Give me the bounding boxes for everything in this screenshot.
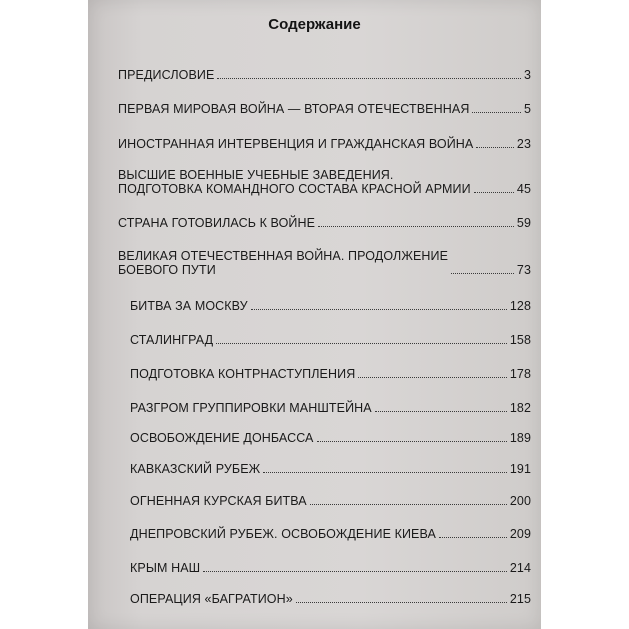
toc-entry-title: ВЫСШИЕ ВОЕННЫЕ УЧЕБНЫЕ ЗАВЕДЕНИЯ. ПОДГОТОВКА КОМАНДНОГО СОСТАВА КРАСНОЙ АРМИИ	[118, 168, 471, 196]
toc-entry-page: 200	[509, 494, 531, 508]
toc-entry[interactable]	[130, 592, 531, 606]
toc-entry[interactable]	[130, 527, 531, 541]
toc-entry[interactable]	[130, 561, 531, 575]
toc-entry[interactable]	[118, 68, 531, 82]
book-page	[88, 0, 541, 629]
toc-entry-title: СТАЛИНГРАД	[130, 333, 214, 347]
toc-entry[interactable]	[130, 494, 531, 508]
dot-leader	[358, 377, 507, 378]
table-of-contents	[88, 0, 541, 629]
toc-entry[interactable]	[130, 431, 531, 445]
dot-leader	[375, 411, 507, 412]
toc-entry-page: 73	[516, 263, 531, 277]
toc-entry-title: ПОДГОТОВКА КОНТРНАСТУПЛЕНИЯ	[130, 367, 356, 381]
toc-entry-title: ПЕРВАЯ МИРОВАЯ ВОЙНА — ВТОРАЯ ОТЕЧЕСТВЕННАЯ	[118, 102, 470, 116]
toc-entry-page: 215	[509, 592, 531, 606]
toc-entry[interactable]	[118, 168, 531, 196]
toc-entry-page: 59	[516, 216, 531, 230]
toc-entry-page: 158	[509, 333, 531, 347]
toc-entry[interactable]	[118, 102, 531, 116]
dot-leader	[216, 343, 507, 344]
dot-leader	[439, 537, 507, 538]
toc-entry-title: СТРАНА ГОТОВИЛАСЬ К ВОЙНЕ	[118, 216, 316, 230]
toc-entry-page: 189	[509, 431, 531, 445]
toc-entry-title: РАЗГРОМ ГРУППИРОВКИ МАНШТЕЙНА	[130, 401, 372, 415]
toc-entry-title: ИНОСТРАННАЯ ИНТЕРВЕНЦИЯ И ГРАЖДАНСКАЯ ВОЙНА	[118, 137, 474, 151]
toc-entry[interactable]	[118, 216, 531, 230]
toc-entry-page: 3	[523, 68, 531, 82]
dot-leader	[451, 273, 514, 274]
toc-entry-page: 23	[516, 137, 531, 151]
toc-entry[interactable]	[130, 462, 531, 476]
toc-entry-title: ВЕЛИКАЯ ОТЕЧЕСТВЕННАЯ ВОЙНА. ПРОДОЛЖЕНИЕ БОЕВОГО ПУТИ	[118, 249, 449, 277]
dot-leader	[318, 226, 514, 227]
page-title: Содержание	[268, 16, 361, 33]
dot-leader	[203, 571, 507, 572]
toc-entry-title: ОСВОБОЖДЕНИЕ ДОНБАССА	[130, 431, 314, 445]
dot-leader	[474, 192, 514, 193]
dot-leader	[476, 147, 514, 148]
toc-entry-page: 178	[509, 367, 531, 381]
toc-entry-page: 128	[509, 299, 531, 313]
toc-entry-title: КАВКАЗСКИЙ РУБЕЖ	[130, 462, 261, 476]
dot-leader	[251, 309, 507, 310]
toc-entry-page: 5	[523, 102, 531, 116]
toc-entry-title: КРЫМ НАШ	[130, 561, 201, 575]
dot-leader	[217, 78, 521, 79]
toc-entry-title: ПРЕДИСЛОВИЕ	[118, 68, 215, 82]
toc-entry[interactable]	[130, 367, 531, 381]
toc-entry[interactable]	[130, 333, 531, 347]
toc-entry-page: 191	[509, 462, 531, 476]
dot-leader	[263, 472, 507, 473]
toc-entry-title: ДНЕПРОВСКИЙ РУБЕЖ. ОСВОБОЖДЕНИЕ КИЕВА	[130, 527, 436, 541]
toc-entry[interactable]	[130, 401, 531, 415]
toc-entry-page: 182	[509, 401, 531, 415]
toc-entry-page: 209	[509, 527, 531, 541]
dot-leader	[296, 602, 507, 603]
toc-entry[interactable]	[118, 249, 531, 277]
toc-entry-title: ОГНЕННАЯ КУРСКАЯ БИТВА	[130, 494, 307, 508]
toc-entry-page: 214	[509, 561, 531, 575]
toc-entry-page: 45	[516, 182, 531, 196]
dot-leader	[310, 504, 507, 505]
toc-entry-title: ОПЕРАЦИЯ «БАГРАТИОН»	[130, 592, 293, 606]
toc-entry[interactable]	[118, 137, 531, 151]
toc-entry-title: БИТВА ЗА МОСКВУ	[130, 299, 248, 313]
toc-entry[interactable]	[130, 299, 531, 313]
dot-leader	[472, 112, 520, 113]
dot-leader	[317, 441, 507, 442]
